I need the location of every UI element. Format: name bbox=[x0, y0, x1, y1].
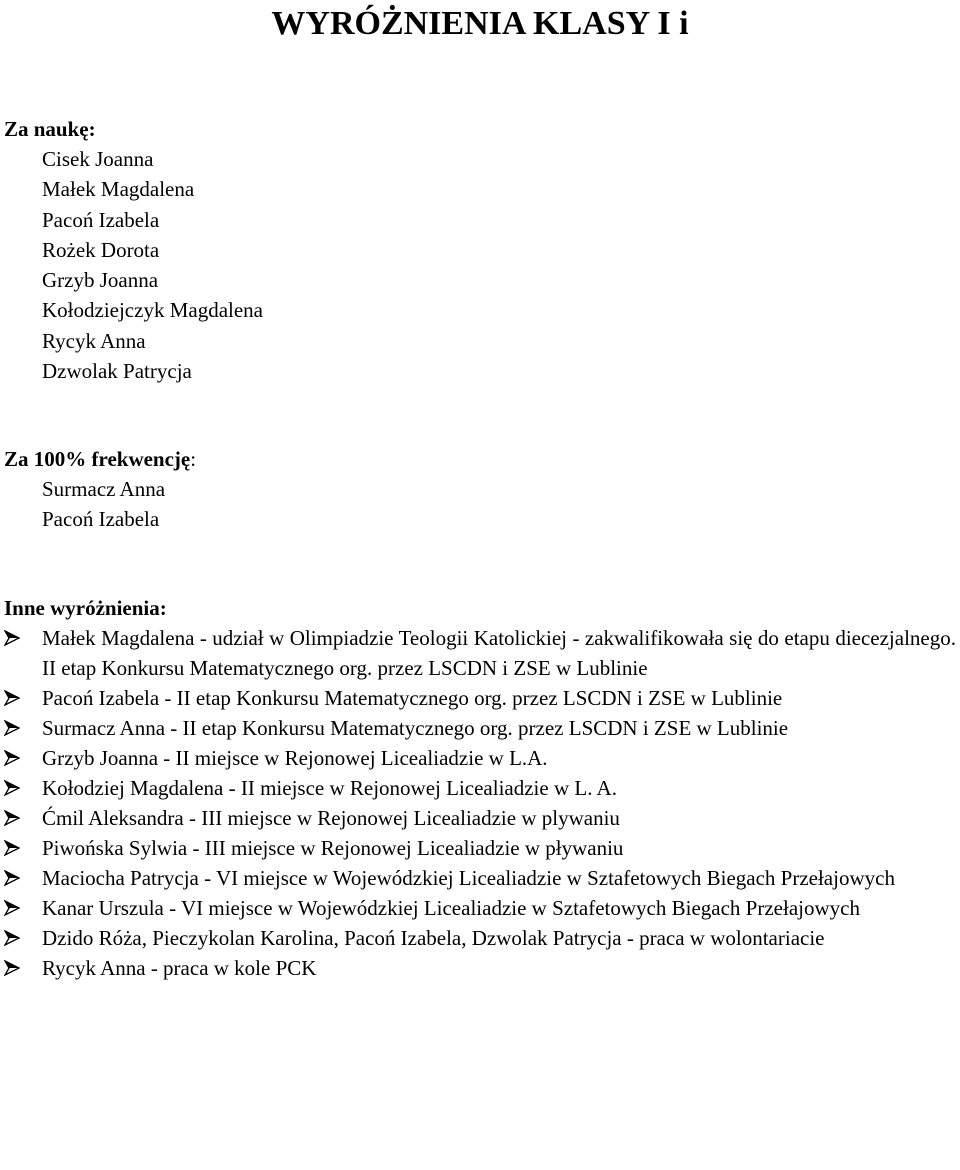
list-item: Rycyk Anna bbox=[42, 328, 146, 353]
arrowhead-bullet-icon bbox=[4, 690, 20, 706]
list-item-text: Dzido Róża, Pieczykolan Karolina, Pacoń Izabela, Dzwolak Patrycja - praca w wolontariacie bbox=[42, 926, 825, 950]
list-item-text: Kołodziej Magdalena - II miejsce w Rejonowej Licealiadzie w L. A. bbox=[42, 776, 617, 800]
list-item: Grzyb Joanna bbox=[42, 268, 159, 293]
document-title: WYRÓŻNIENIA KLASY I i bbox=[271, 5, 689, 42]
section-heading-academic bbox=[4, 114, 956, 144]
list-item-text: Rycyk Anna - praca w kole PCK bbox=[42, 956, 317, 980]
arrowhead-bullet-icon bbox=[4, 870, 20, 886]
list-item: Dzwolak Patrycja bbox=[42, 359, 192, 384]
academic-names-list bbox=[4, 144, 956, 386]
arrowhead-bullet-icon bbox=[4, 810, 20, 826]
list-item-text: Małek Magdalena - udział w Olimpiadzie Teologii Katolickiej - zakwalifikowała się do etapu diecezjalnego. II etap Konkursu Matematycznego org. przez LSCDN i ZSE w Lublinie bbox=[42, 626, 956, 680]
list-item: Kołodziejczyk Magdalena bbox=[42, 298, 263, 323]
list-item bbox=[4, 833, 956, 863]
list-item bbox=[4, 923, 956, 953]
heading-text: Za naukę: bbox=[4, 117, 96, 141]
list-item bbox=[4, 683, 956, 713]
list-item bbox=[4, 893, 956, 923]
list-item: Cisek Joanna bbox=[42, 147, 154, 171]
list-item: Pacoń Izabela bbox=[42, 207, 160, 232]
list-item-text: Maciocha Patrycja - VI miejsce w Wojewódzkiej Licealiadzie w Sztafetowych Biegach Przełajowych bbox=[42, 866, 895, 890]
list-item bbox=[4, 863, 956, 893]
list-item: Surmacz Anna bbox=[42, 477, 166, 501]
list-item: Pacoń Izabela bbox=[42, 507, 160, 532]
arrowhead-bullet-icon bbox=[4, 630, 20, 646]
arrowhead-bullet-icon bbox=[4, 900, 20, 916]
arrowhead-bullet-icon bbox=[4, 930, 20, 946]
list-item bbox=[4, 773, 956, 803]
arrowhead-bullet-icon bbox=[4, 960, 20, 976]
list-item-text: Surmacz Anna - II etap Konkursu Matematycznego org. przez LSCDN i ZSE w Lublinie bbox=[42, 716, 789, 740]
list-item-text: Kanar Urszula - VI miejsce w Wojewódzkiej Licealiadzie w Sztafetowych Biegach Przełajowych bbox=[42, 896, 860, 920]
attendance-names-list bbox=[4, 474, 956, 535]
arrowhead-bullet-icon bbox=[4, 750, 20, 766]
section-attendance bbox=[4, 444, 956, 535]
list-item bbox=[4, 803, 956, 833]
list-item: Rożek Dorota bbox=[42, 237, 160, 262]
section-heading-other bbox=[4, 593, 956, 623]
list-item-text: Ćmil Aleksandra - III miejsce w Rejonowej Licealiadzie w plywaniu bbox=[42, 806, 620, 830]
heading-suffix: : bbox=[190, 447, 197, 471]
list-item-text: Piwońska Sylwia - III miejsce w Rejonowej Licealiadzie w pływaniu bbox=[42, 836, 624, 860]
list-item: Małek Magdalena bbox=[42, 177, 195, 202]
section-other-distinctions bbox=[4, 593, 956, 983]
section-academic-achievement bbox=[4, 114, 956, 386]
list-item bbox=[4, 713, 956, 743]
list-item bbox=[4, 623, 956, 683]
list-item-text: Pacoń Izabela - II etap Konkursu Matematycznego org. przez LSCDN i ZSE w Lublinie bbox=[42, 686, 783, 710]
list-item-text: Grzyb Joanna - II miejsce w Rejonowej Licealiadzie w L.A. bbox=[42, 746, 548, 770]
arrowhead-bullet-icon bbox=[4, 720, 20, 736]
section-heading-attendance bbox=[4, 444, 956, 474]
list-item bbox=[4, 953, 956, 983]
arrowhead-bullet-icon bbox=[4, 780, 20, 796]
list-item bbox=[4, 743, 956, 773]
arrowhead-bullet-icon bbox=[4, 840, 20, 856]
other-distinctions-list bbox=[4, 623, 956, 983]
heading-text: Inne wyróżnienia: bbox=[4, 596, 167, 620]
heading-text: Za 100% frekwencję bbox=[4, 447, 191, 471]
